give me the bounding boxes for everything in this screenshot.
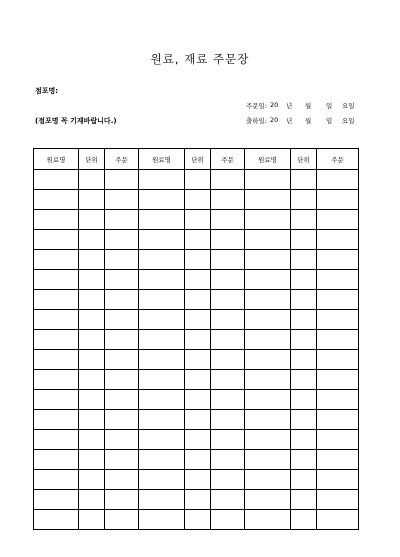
header-material-name: 원료명 [139,149,185,170]
unit-cell[interactable] [291,410,317,430]
order-cell[interactable] [317,370,359,390]
material-name-cell[interactable] [245,430,291,450]
order-cell[interactable] [105,450,139,470]
table-row [34,390,359,410]
order-cell[interactable] [211,310,245,330]
material-name-cell[interactable] [139,470,185,490]
material-name-cell[interactable] [139,250,185,270]
order-cell[interactable] [211,370,245,390]
material-name-cell[interactable] [139,490,185,510]
material-name-cell[interactable] [34,330,79,350]
unit-cell[interactable] [185,270,211,290]
material-name-cell[interactable] [34,410,79,430]
material-name-cell[interactable] [245,410,291,430]
unit-cell[interactable] [291,390,317,410]
order-date-year-prefix: 20 [270,101,279,109]
delivery-date-year: 년 [286,117,293,125]
material-name-cell[interactable] [34,170,79,190]
unit-cell[interactable] [79,250,105,270]
unit-cell[interactable] [79,190,105,210]
material-name-cell[interactable] [245,210,291,230]
order-cell[interactable] [317,270,359,290]
order-cell[interactable] [317,290,359,310]
order-cell[interactable] [317,390,359,410]
order-cell[interactable] [317,230,359,250]
material-name-cell[interactable] [139,290,185,310]
header-order: 주문 [105,149,139,170]
header-order: 주문 [211,149,245,170]
unit-cell[interactable] [185,430,211,450]
unit-cell[interactable] [79,410,105,430]
unit-cell[interactable] [291,270,317,290]
table-row [34,290,359,310]
material-name-cell[interactable] [34,370,79,390]
table-row [34,230,359,250]
material-name-cell[interactable] [245,370,291,390]
order-cell[interactable] [317,190,359,210]
unit-cell[interactable] [79,390,105,410]
order-table [33,148,359,530]
unit-cell[interactable] [185,470,211,490]
order-cell[interactable] [211,510,245,530]
material-name-cell[interactable] [139,430,185,450]
table-body [34,170,359,530]
order-cell[interactable] [211,170,245,190]
unit-cell[interactable] [291,310,317,330]
order-cell[interactable] [105,410,139,430]
unit-cell[interactable] [185,230,211,250]
material-name-cell[interactable] [245,350,291,370]
material-name-cell[interactable] [34,310,79,330]
material-name-cell[interactable] [139,390,185,410]
order-cell[interactable] [211,450,245,470]
material-name-cell[interactable] [34,470,79,490]
order-cell[interactable] [211,330,245,350]
store-name-note: (점포명 꼭 기재바랍니다.) [35,117,117,125]
order-cell[interactable] [317,450,359,470]
delivery-date-month: 월 [305,117,312,125]
unit-cell[interactable] [185,190,211,210]
unit-cell[interactable] [79,490,105,510]
unit-cell[interactable] [291,350,317,370]
order-cell[interactable] [105,430,139,450]
unit-cell[interactable] [79,210,105,230]
material-name-cell[interactable] [245,250,291,270]
unit-cell[interactable] [79,470,105,490]
unit-cell[interactable] [79,270,105,290]
unit-cell[interactable] [291,510,317,530]
unit-cell[interactable] [185,410,211,430]
material-name-cell[interactable] [245,230,291,250]
order-cell[interactable] [105,470,139,490]
unit-cell[interactable] [185,370,211,390]
order-cell[interactable] [105,510,139,530]
order-cell[interactable] [211,290,245,310]
order-cell[interactable] [211,350,245,370]
material-name-cell[interactable] [34,450,79,470]
header-unit: 단위 [79,149,105,170]
unit-cell[interactable] [291,370,317,390]
order-date-day: 일 [326,102,333,110]
material-name-cell[interactable] [139,510,185,530]
order-cell[interactable] [211,470,245,490]
unit-cell[interactable] [79,510,105,530]
material-name-cell[interactable] [139,330,185,350]
material-name-cell[interactable] [245,270,291,290]
unit-cell[interactable] [291,450,317,470]
order-cell[interactable] [105,170,139,190]
order-cell[interactable] [317,490,359,510]
order-cell[interactable] [105,310,139,330]
material-name-cell[interactable] [34,290,79,310]
store-name-label: 점포명: [35,87,59,95]
unit-cell[interactable] [79,450,105,470]
table-row [34,410,359,430]
material-name-cell[interactable] [245,310,291,330]
order-cell[interactable] [105,250,139,270]
material-name-cell[interactable] [139,370,185,390]
order-cell[interactable] [105,210,139,230]
order-cell[interactable] [317,410,359,430]
order-cell[interactable] [317,510,359,530]
header-unit: 단위 [185,149,211,170]
table-row [34,370,359,390]
order-cell[interactable] [211,490,245,510]
table-row [34,470,359,490]
material-name-cell[interactable] [34,210,79,230]
table-row [34,430,359,450]
order-cell[interactable] [317,250,359,270]
unit-cell[interactable] [185,510,211,530]
unit-cell[interactable] [291,210,317,230]
material-name-cell[interactable] [139,170,185,190]
material-name-cell[interactable] [139,270,185,290]
unit-cell[interactable] [291,470,317,490]
unit-cell[interactable] [185,170,211,190]
order-cell[interactable] [105,330,139,350]
order-cell[interactable] [105,370,139,390]
order-cell[interactable] [211,190,245,210]
order-cell[interactable] [317,210,359,230]
material-name-cell[interactable] [34,270,79,290]
order-cell[interactable] [211,390,245,410]
material-name-cell[interactable] [139,190,185,210]
material-name-cell[interactable] [139,230,185,250]
order-cell[interactable] [105,190,139,210]
material-name-cell[interactable] [34,250,79,270]
material-name-cell[interactable] [139,350,185,370]
unit-cell[interactable] [291,330,317,350]
order-cell[interactable] [211,250,245,270]
material-name-cell[interactable] [34,390,79,410]
material-name-cell[interactable] [139,410,185,430]
table-row [34,190,359,210]
delivery-date-year-prefix: 20 [270,116,279,124]
unit-cell[interactable] [79,430,105,450]
delivery-date-label: 출하일: [246,117,268,125]
order-cell[interactable] [105,350,139,370]
material-name-cell[interactable] [245,450,291,470]
material-name-cell[interactable] [34,230,79,250]
unit-cell[interactable] [185,490,211,510]
material-name-cell[interactable] [245,190,291,210]
order-cell[interactable] [105,290,139,310]
header-material-name: 원료명 [34,149,79,170]
order-cell[interactable] [211,230,245,250]
unit-cell[interactable] [291,230,317,250]
unit-cell[interactable] [79,290,105,310]
unit-cell[interactable] [291,250,317,270]
unit-cell[interactable] [79,330,105,350]
order-cell[interactable] [317,430,359,450]
order-cell[interactable] [211,410,245,430]
material-name-cell[interactable] [245,510,291,530]
unit-cell[interactable] [79,350,105,370]
table-row [34,250,359,270]
order-cell[interactable] [211,210,245,230]
order-cell[interactable] [317,170,359,190]
table-row [34,350,359,370]
material-name-cell[interactable] [34,350,79,370]
material-name-cell[interactable] [245,390,291,410]
order-date-label: 주문일: [246,102,268,110]
order-date-month: 월 [305,102,312,110]
material-name-cell[interactable] [245,170,291,190]
order-cell[interactable] [211,270,245,290]
order-cell[interactable] [105,390,139,410]
delivery-date-weekday: 요일 [342,117,355,125]
unit-cell[interactable] [185,250,211,270]
header-material-name: 원료명 [245,149,291,170]
unit-cell[interactable] [79,370,105,390]
unit-cell[interactable] [185,210,211,230]
material-name-cell[interactable] [139,210,185,230]
unit-cell[interactable] [185,290,211,310]
table-row [34,510,359,530]
order-cell[interactable] [105,270,139,290]
order-cell[interactable] [105,490,139,510]
order-cell[interactable] [317,350,359,370]
order-cell[interactable] [211,430,245,450]
material-name-cell[interactable] [34,490,79,510]
table-header-row [34,149,359,170]
unit-cell[interactable] [291,170,317,190]
unit-cell[interactable] [79,230,105,250]
unit-cell[interactable] [185,330,211,350]
order-date-year: 년 [286,102,293,110]
material-name-cell[interactable] [245,330,291,350]
table-row [34,450,359,470]
material-name-cell[interactable] [34,430,79,450]
table-row [34,490,359,510]
order-cell[interactable] [105,230,139,250]
unit-cell[interactable] [185,350,211,370]
unit-cell[interactable] [291,430,317,450]
material-name-cell[interactable] [34,510,79,530]
header-order: 주문 [317,149,359,170]
unit-cell[interactable] [185,450,211,470]
unit-cell[interactable] [291,490,317,510]
unit-cell[interactable] [291,290,317,310]
material-name-cell[interactable] [139,310,185,330]
material-name-cell[interactable] [34,190,79,210]
order-cell[interactable] [317,310,359,330]
table-row [34,270,359,290]
material-name-cell[interactable] [245,470,291,490]
unit-cell[interactable] [79,310,105,330]
unit-cell[interactable] [291,190,317,210]
header-unit: 단위 [291,149,317,170]
document-title: 원료, 재료 주문장 [150,52,250,66]
material-name-cell[interactable] [245,290,291,310]
material-name-cell[interactable] [245,490,291,510]
material-name-cell[interactable] [139,450,185,470]
unit-cell[interactable] [79,170,105,190]
table-row [34,330,359,350]
unit-cell[interactable] [185,390,211,410]
order-cell[interactable] [317,330,359,350]
table-row [34,170,359,190]
order-cell[interactable] [317,470,359,490]
unit-cell[interactable] [185,310,211,330]
delivery-date-day: 일 [326,117,333,125]
order-date-weekday: 요일 [342,102,355,110]
table-row [34,210,359,230]
table-row [34,310,359,330]
